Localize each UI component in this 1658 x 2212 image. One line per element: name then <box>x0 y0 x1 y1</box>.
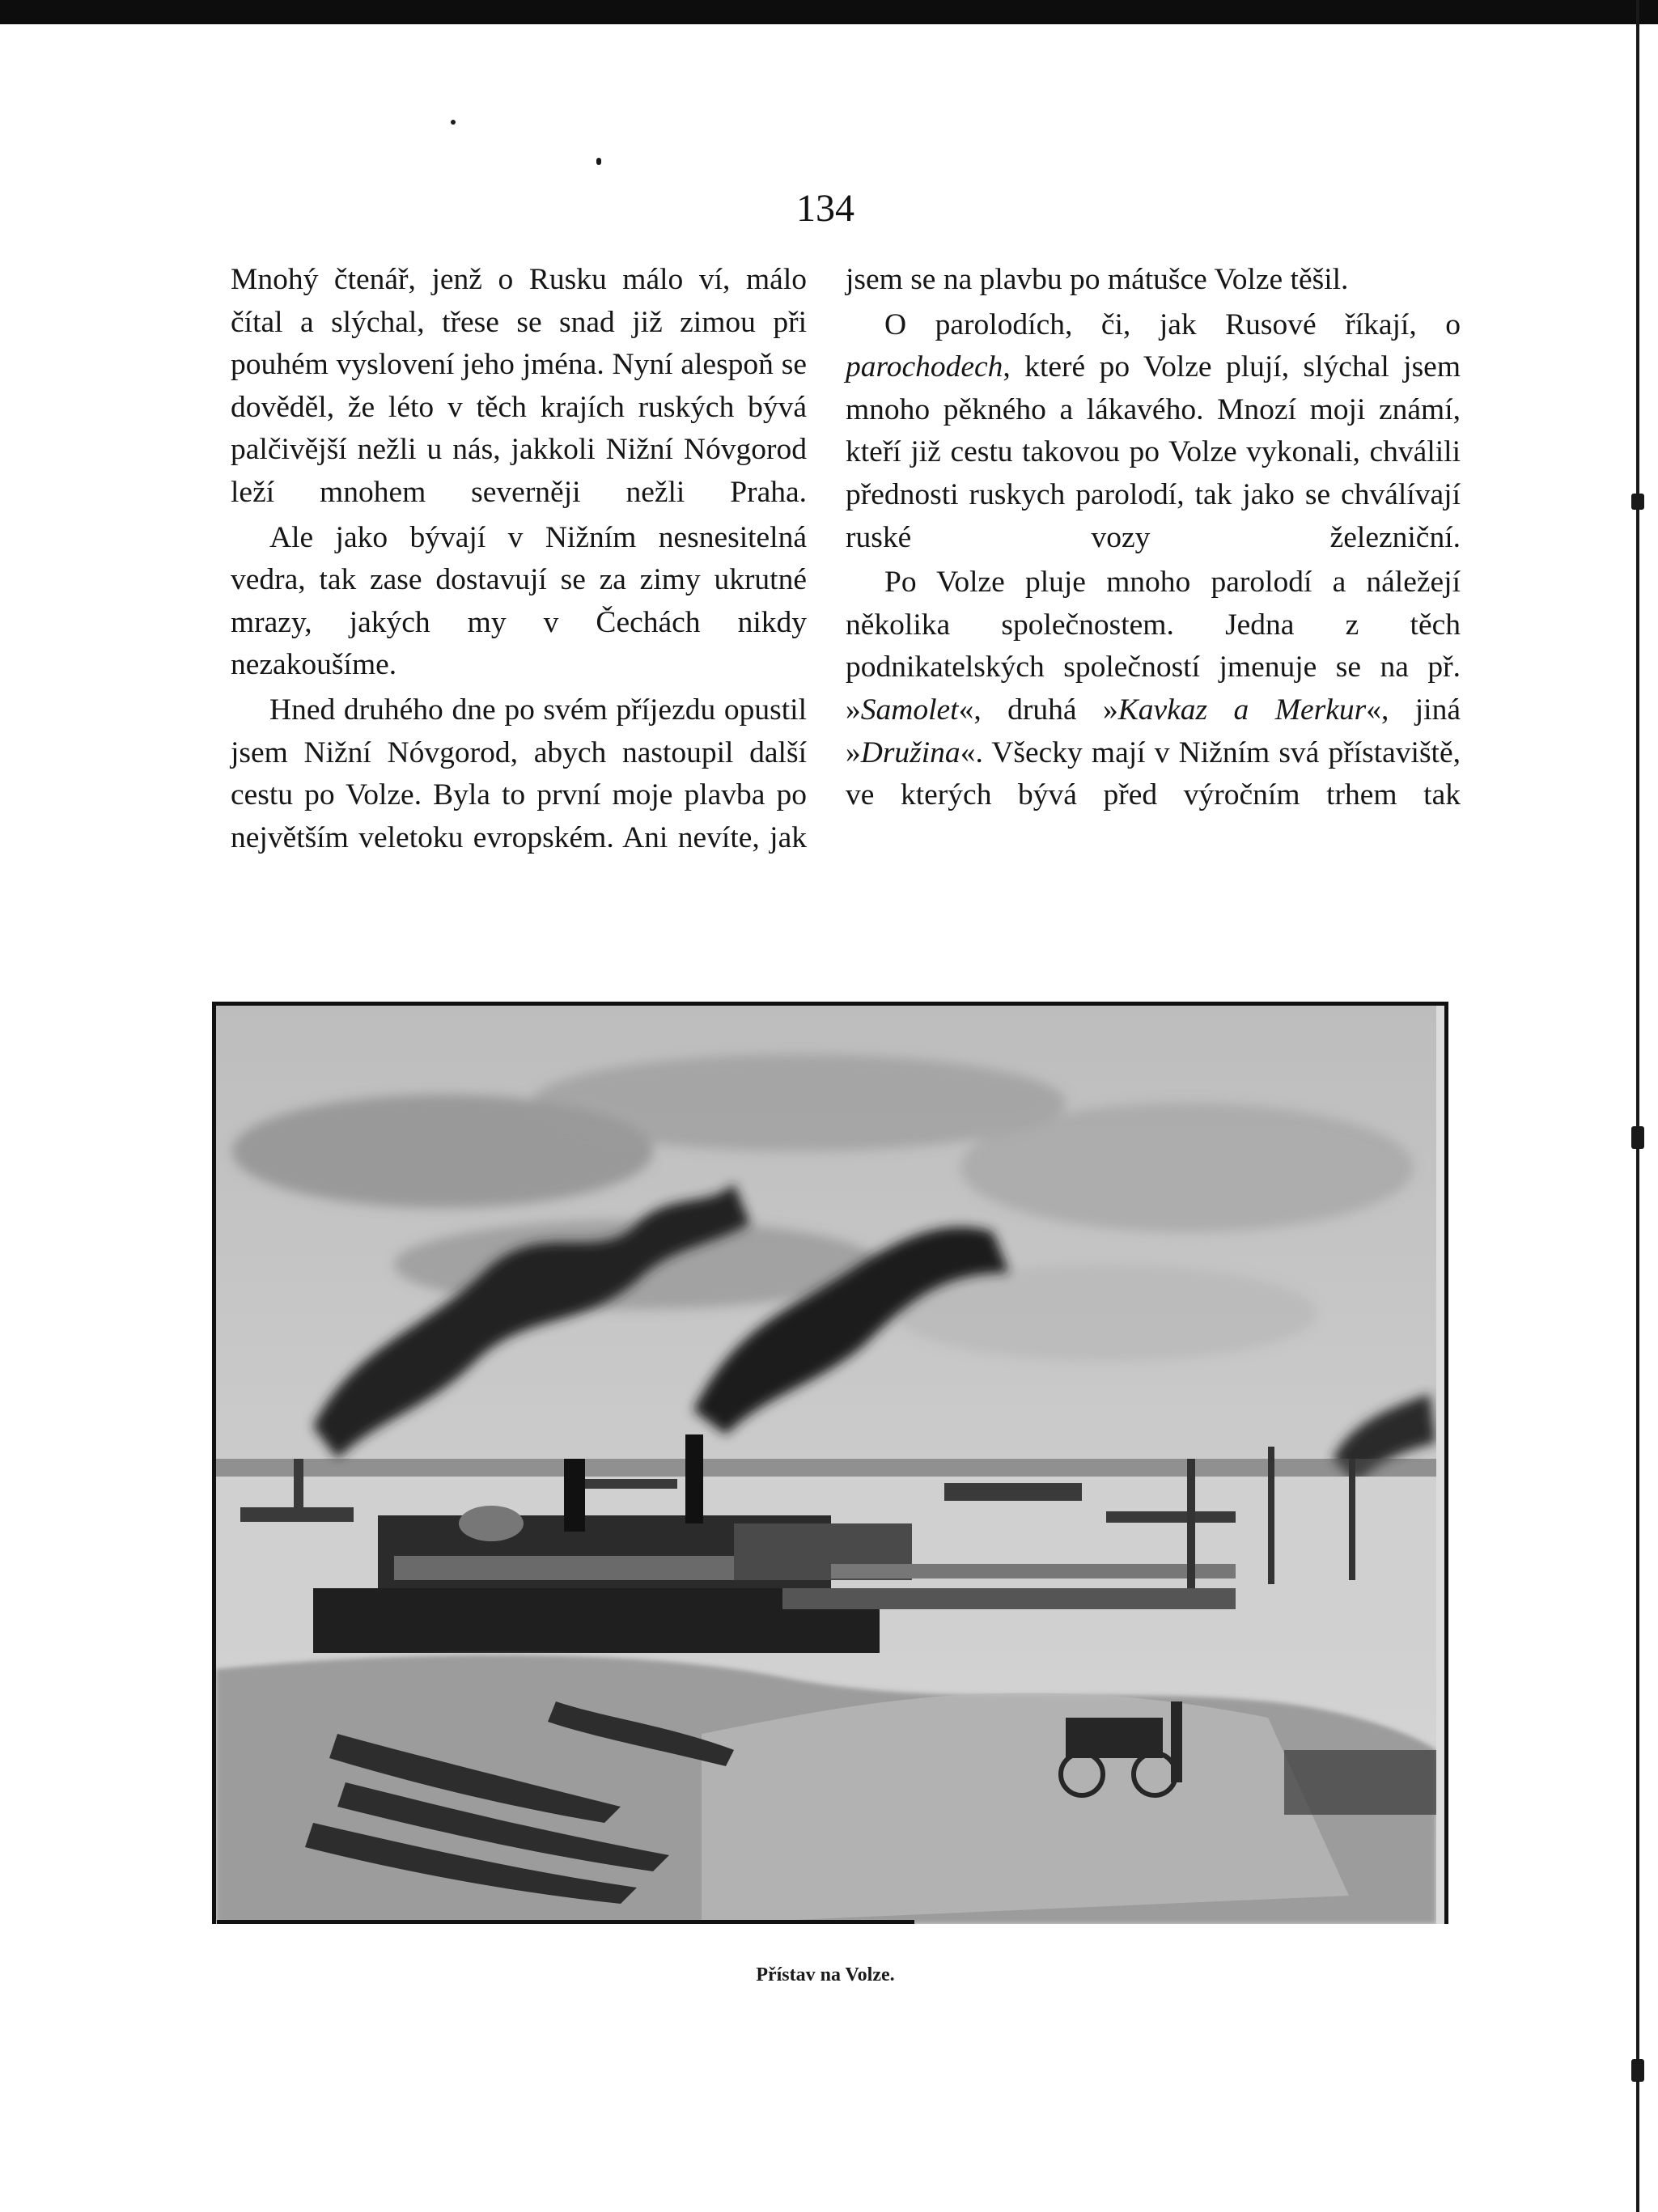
paragraph-text: Po Volze pluje mnoho parolodí a náležejí několika společnostem. Jedna z těch podnikatelských společností jmenuje se na př. » <box>846 566 1461 727</box>
shore-shed <box>1284 1750 1436 1815</box>
paragraph-text: «, jiná » <box>846 693 1461 769</box>
paragraph-text: O parolodích, či, jak Rusové říkají, o <box>884 307 1461 341</box>
paragraph: Ale jako bývají v Nižním nesnesitelná vedra, tak zase dostavují se za zimy ukrutné mrazy, jakých my v Čechách nikdy nezakoušíme. <box>231 520 807 682</box>
paragraph: Mnohý čtenář, jenž o Rusku málo ví, málo čítal a slýchal, třese se snad již zimou při pouhém vyslovení jeho jména. Nyní alespoň se dověděl, že léto v těch krajích ruských bývá palčivější nežli u nás, jakkoli Nižní Nóvgorod leží mnohem severněji nežli Praha. <box>231 263 807 509</box>
company-name: Kavkaz a Merkur <box>1117 693 1367 727</box>
scan-right-edge <box>1636 0 1639 2212</box>
company-name: Samolet <box>860 693 959 727</box>
harbor-engraving <box>216 1006 1436 1924</box>
scan-mark <box>1631 1126 1644 1149</box>
paragraph: jsem se na plavbu po mátušce Volze těšil. <box>846 263 1349 296</box>
figure-underline <box>217 1920 914 1924</box>
text-column-left <box>231 259 807 862</box>
scan-speck <box>451 120 456 125</box>
italic-term: parochodech <box>846 350 1003 384</box>
figure-caption: Přístav na Volze. <box>756 1964 895 1985</box>
company-name: Družina <box>860 735 960 769</box>
scan-top-edge <box>0 0 1658 24</box>
paragraph <box>846 561 1461 817</box>
paragraph-text: «, druhá » <box>958 693 1118 727</box>
harbor-illustration <box>212 1002 1448 1924</box>
paragraph: Hned druhého dne po svém příjezdu opustil jsem Nižní Nóvgorod, abych nastoupil další cestu po Volze. Byla to první moje plavba po největším veletoku evropském. Ani nevíte, jak <box>231 693 807 854</box>
scan-mark <box>1631 494 1644 510</box>
paragraph-text: «. Všecky mají v Nižním svá přístaviště, ve kterých bývá před výročním trhem tak <box>846 735 1461 812</box>
paragraph-text: , které po Volze plují, slýchal jsem mnoho pěkného a lákavého. Mnozí moji známí, kteří již cestu takovou po Volze vykonali, chválili přednosti ruskych parolodí, tak jako se chválívají ruské vozy železniční. <box>846 350 1461 554</box>
scan-speck <box>596 158 601 165</box>
beach <box>702 1693 1349 1924</box>
paragraph <box>846 304 1461 560</box>
page-number: 134 <box>796 187 854 230</box>
horizon <box>216 1459 1436 1477</box>
scan-mark <box>1631 2059 1644 2082</box>
text-column-right <box>846 259 1461 820</box>
